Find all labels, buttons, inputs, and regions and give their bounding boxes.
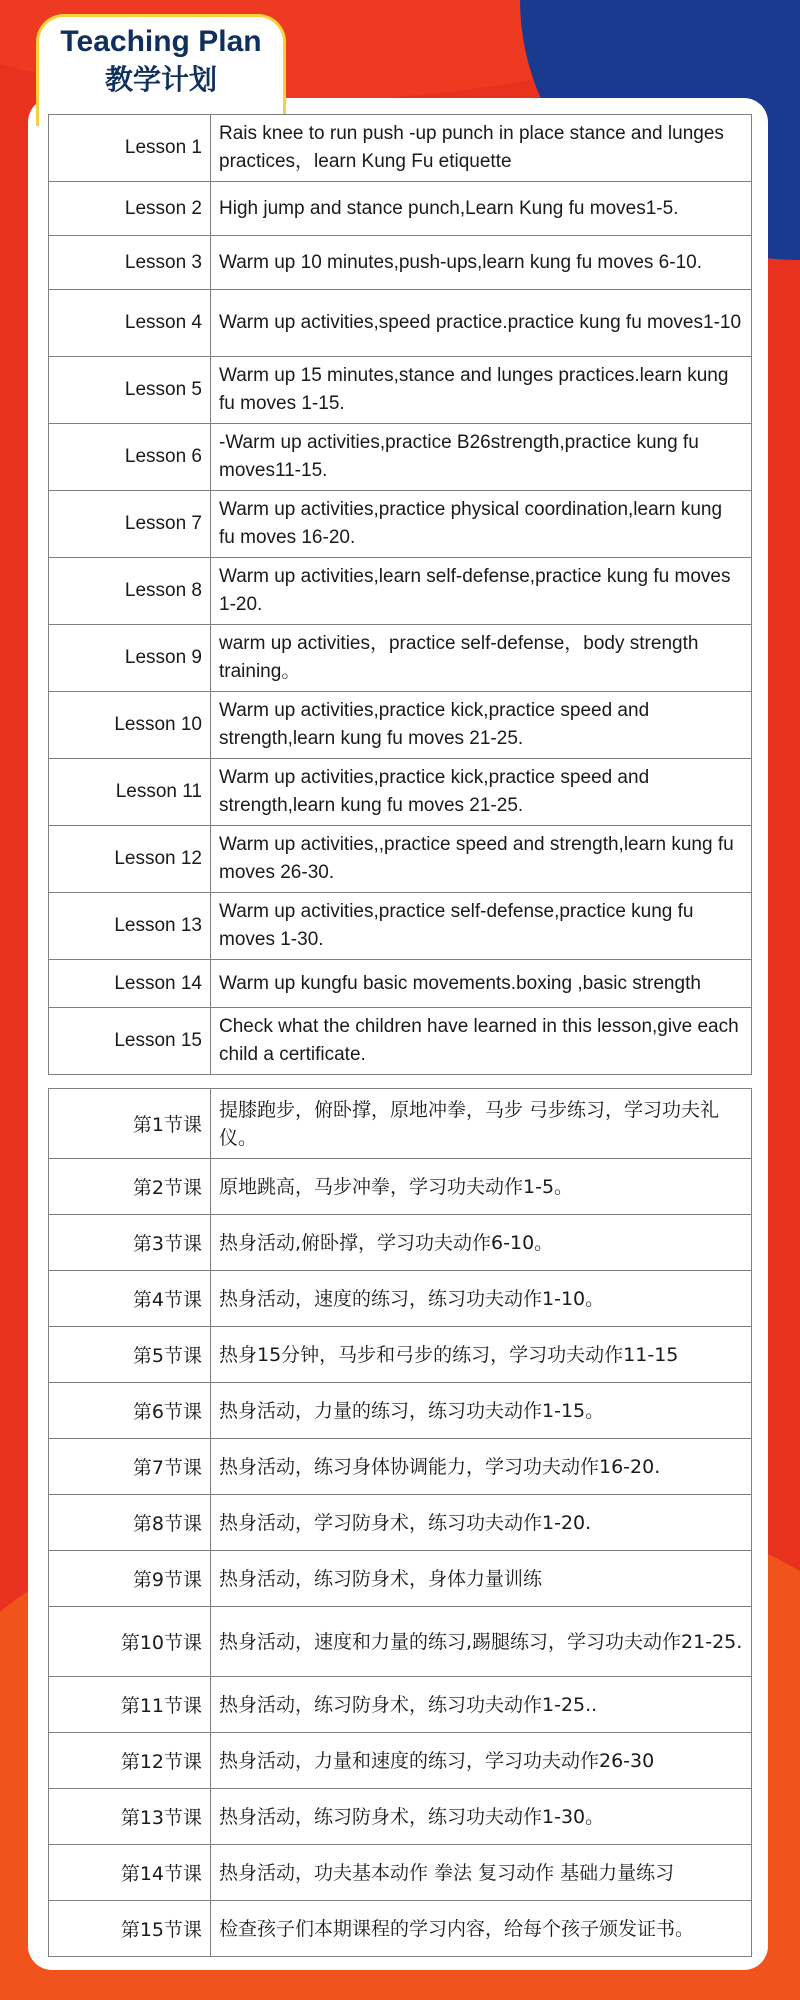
lesson-description: 热身活动，练习身体协调能力，学习功夫动作16-20.: [211, 1439, 752, 1495]
table-row: [49, 491, 752, 558]
table-row: [49, 1677, 752, 1733]
table-row: [49, 1789, 752, 1845]
table-row: [49, 1383, 752, 1439]
lesson-table-chinese: [48, 1088, 752, 1957]
table-row: [49, 182, 752, 236]
lesson-label: Lesson 7: [49, 491, 211, 558]
lesson-description: 热身活动，学习防身术，练习功夫动作1-20.: [211, 1495, 752, 1551]
lesson-description: -Warm up activities,practice B26strength,practice kung fu moves11-15.: [211, 424, 752, 491]
lesson-description: Warm up 15 minutes,stance and lunges practices.learn kung fu moves 1-15.: [211, 357, 752, 424]
lesson-description: 热身活动，功夫基本动作 拳法 复习动作 基础力量练习: [211, 1845, 752, 1901]
lesson-description: 热身15分钟，马步和弓步的练习，学习功夫动作11-15: [211, 1327, 752, 1383]
table-row: [49, 290, 752, 357]
lesson-label: Lesson 15: [49, 1008, 211, 1075]
lesson-description: 热身活动，练习防身术，练习功夫动作1-25..: [211, 1677, 752, 1733]
table-row: [49, 558, 752, 625]
lesson-label: 第5节课: [49, 1327, 211, 1383]
lesson-label: 第14节课: [49, 1845, 211, 1901]
lesson-label: 第15节课: [49, 1901, 211, 1957]
lesson-label: 第9节课: [49, 1551, 211, 1607]
lesson-label: 第3节课: [49, 1215, 211, 1271]
lesson-table-english: [48, 114, 752, 1075]
table-row: [49, 1327, 752, 1383]
lesson-label: Lesson 4: [49, 290, 211, 357]
lesson-description: Warm up activities,practice self-defense,practice kung fu moves 1-30.: [211, 893, 752, 960]
lesson-label: Lesson 12: [49, 826, 211, 893]
table-row: [49, 1845, 752, 1901]
table-row: [49, 893, 752, 960]
lesson-label: Lesson 10: [49, 692, 211, 759]
lesson-label: Lesson 3: [49, 236, 211, 290]
table-row: [49, 115, 752, 182]
table-row: [49, 960, 752, 1008]
lesson-description: Warm up activities,practice kick,practice speed and strength,learn kung fu moves 21-25.: [211, 692, 752, 759]
lesson-label: 第6节课: [49, 1383, 211, 1439]
lesson-label: Lesson 13: [49, 893, 211, 960]
lesson-description: 提膝跑步，俯卧撑，原地冲拳，马步 弓步练习，学习功夫礼仪。: [211, 1089, 752, 1159]
lesson-label: 第13节课: [49, 1789, 211, 1845]
lesson-label: 第4节课: [49, 1271, 211, 1327]
title-tab: [36, 14, 286, 126]
table-row: [49, 826, 752, 893]
table-row: [49, 1439, 752, 1495]
table-row: [49, 236, 752, 290]
lesson-description: Warm up activities,practice physical coordination,learn kung fu moves 16-20.: [211, 491, 752, 558]
page-title-chinese: 教学计划: [104, 63, 217, 96]
lesson-description: 热身活动,俯卧撑，学习功夫动作6-10。: [211, 1215, 752, 1271]
page-title-english: Teaching Plan: [60, 25, 262, 58]
lesson-description: 热身活动，练习防身术，身体力量训练: [211, 1551, 752, 1607]
lesson-label: Lesson 1: [49, 115, 211, 182]
table-row: [49, 1271, 752, 1327]
lesson-description: 检查孩子们本期课程的学习内容，给每个孩子颁发证书。: [211, 1901, 752, 1957]
lesson-label: 第1节课: [49, 1089, 211, 1159]
table-row: [49, 1901, 752, 1957]
lesson-description: Warm up activities,learn self-defense,practice kung fu moves 1-20.: [211, 558, 752, 625]
table-row: [49, 625, 752, 692]
lesson-label: Lesson 6: [49, 424, 211, 491]
lesson-label: Lesson 2: [49, 182, 211, 236]
table-row: [49, 1215, 752, 1271]
table-row: [49, 759, 752, 826]
lesson-description: Warm up activities,practice kick,practice speed and strength,learn kung fu moves 21-25.: [211, 759, 752, 826]
lesson-label: Lesson 8: [49, 558, 211, 625]
lesson-description: 热身活动，力量的练习，练习功夫动作1-15。: [211, 1383, 752, 1439]
lesson-label: 第7节课: [49, 1439, 211, 1495]
table-row: [49, 692, 752, 759]
lesson-description: Warm up kungfu basic movements.boxing ,basic strength: [211, 960, 752, 1008]
lesson-description: Warm up activities,speed practice.practice kung fu moves1-10: [211, 290, 752, 357]
lesson-label: 第2节课: [49, 1159, 211, 1215]
table-row: [49, 424, 752, 491]
lesson-description: 热身活动，速度的练习，练习功夫动作1-10。: [211, 1271, 752, 1327]
lesson-description: High jump and stance punch,Learn Kung fu moves1-5.: [211, 182, 752, 236]
lesson-description: warm up activities，practice self-defense，body strength training。: [211, 625, 752, 692]
lesson-description: Rais knee to run push -up punch in place stance and lunges practices，learn Kung Fu etiquette: [211, 115, 752, 182]
lesson-label: Lesson 9: [49, 625, 211, 692]
lesson-label: 第10节课: [49, 1607, 211, 1677]
lesson-description: Warm up activities,,practice speed and strength,learn kung fu moves 26-30.: [211, 826, 752, 893]
lesson-description: 热身活动，力量和速度的练习，学习功夫动作26-30: [211, 1733, 752, 1789]
table-row: [49, 1495, 752, 1551]
lesson-label: Lesson 5: [49, 357, 211, 424]
table-row: [49, 1551, 752, 1607]
lesson-label: 第11节课: [49, 1677, 211, 1733]
table-row: [49, 1089, 752, 1159]
table-row: [49, 1607, 752, 1677]
lesson-label: 第12节课: [49, 1733, 211, 1789]
table-row: [49, 1008, 752, 1075]
lesson-label: 第8节课: [49, 1495, 211, 1551]
lesson-description: Check what the children have learned in this lesson,give each child a certificate.: [211, 1008, 752, 1075]
lesson-label: Lesson 14: [49, 960, 211, 1008]
table-row: [49, 1159, 752, 1215]
lesson-description: Warm up 10 minutes,push-ups,learn kung fu moves 6-10.: [211, 236, 752, 290]
table-row: [49, 1733, 752, 1789]
lesson-label: Lesson 11: [49, 759, 211, 826]
lesson-description: 原地跳高，马步冲拳，学习功夫动作1-5。: [211, 1159, 752, 1215]
lesson-description: 热身活动，速度和力量的练习,踢腿练习，学习功夫动作21-25.: [211, 1607, 752, 1677]
lesson-description: 热身活动，练习防身术，练习功夫动作1-30。: [211, 1789, 752, 1845]
table-row: [49, 357, 752, 424]
